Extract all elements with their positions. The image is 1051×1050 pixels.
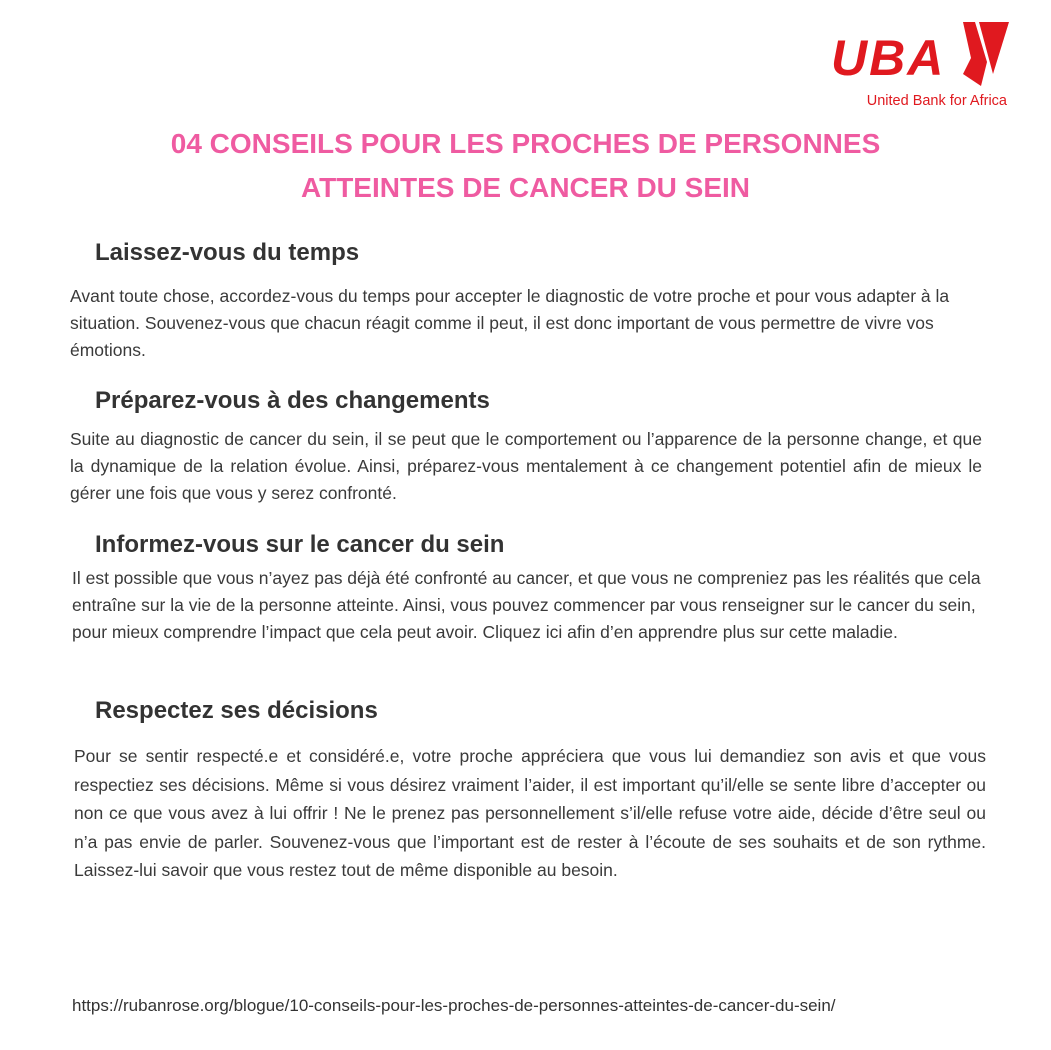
uba-logo	[831, 22, 1011, 112]
title-line-2: ATTEINTES DE CANCER DU SEIN	[300, 172, 751, 203]
page-title	[40, 122, 1011, 210]
section-body: Pour se sentir respecté.e et considéré.e, votre proche appréciera que vous lui demandiez son avis et que vous respectiez ses décisions. Même si vous désirez vraiment l’aider, il est important qu’il/elle se sente libre d’accepter ou non ce que vous avez à lui offrir ! Ne le prenez pas personnellement s’il/elle refuse votre aide, décide d’être seul ou n’a pas envie de parler. Souvenez-vous que l’important est de rester à l’écoute de ses souhaits et de son rythme. Laissez-lui savoir que vous restez tout de même disponible au besoin.	[74, 746, 986, 880]
section-heading: Laissez-vous du temps	[95, 239, 360, 266]
uba-emblem-icon	[953, 22, 1009, 86]
section-heading: Informez-vous sur le cancer du sein	[95, 531, 505, 558]
section-heading: Préparez-vous à des changements	[95, 387, 490, 414]
section-body: Avant toute chose, accordez-vous du temps pour accepter le diagnostic de votre proche et pour vous adapter à la situation. Souvenez-vous que chacun réagit comme il peut, il est donc important de vous permettre de vivre vos émotions.	[70, 286, 950, 360]
title-line-1: 04 CONSEILS POUR LES PROCHES DE PERSONNES	[170, 128, 881, 159]
section-body: Suite au diagnostic de cancer du sein, il se peut que le comportement ou l’apparence de la personne change, et que la dynamique de la relation évolue. Ainsi, préparez-vous mentalement à ce changement potentiel afin de mieux le gérer une fois que vous y serez confronté.	[70, 429, 982, 503]
section-body: Il est possible que vous n’ayez pas déjà été confronté au cancer, et que vous ne compreniez pas les réalités que cela entraîne sur la vie de la personne atteinte. Ainsi, vous pouvez commencer par vous renseigner sur le cancer du sein, pour mieux comprendre l’impact que cela peut avoir. Cliquez ici afin d’en apprendre plus sur cette maladie.	[72, 568, 981, 642]
section-heading: Respectez ses décisions	[95, 697, 378, 724]
source-url: https://rubanrose.org/blogue/10-conseils-pour-les-proches-de-personnes-atteintes-de-cancer-du-sein/	[72, 996, 836, 1015]
logo-wordmark: UBA	[831, 30, 946, 86]
logo-tagline: United Bank for Africa	[866, 93, 1007, 109]
